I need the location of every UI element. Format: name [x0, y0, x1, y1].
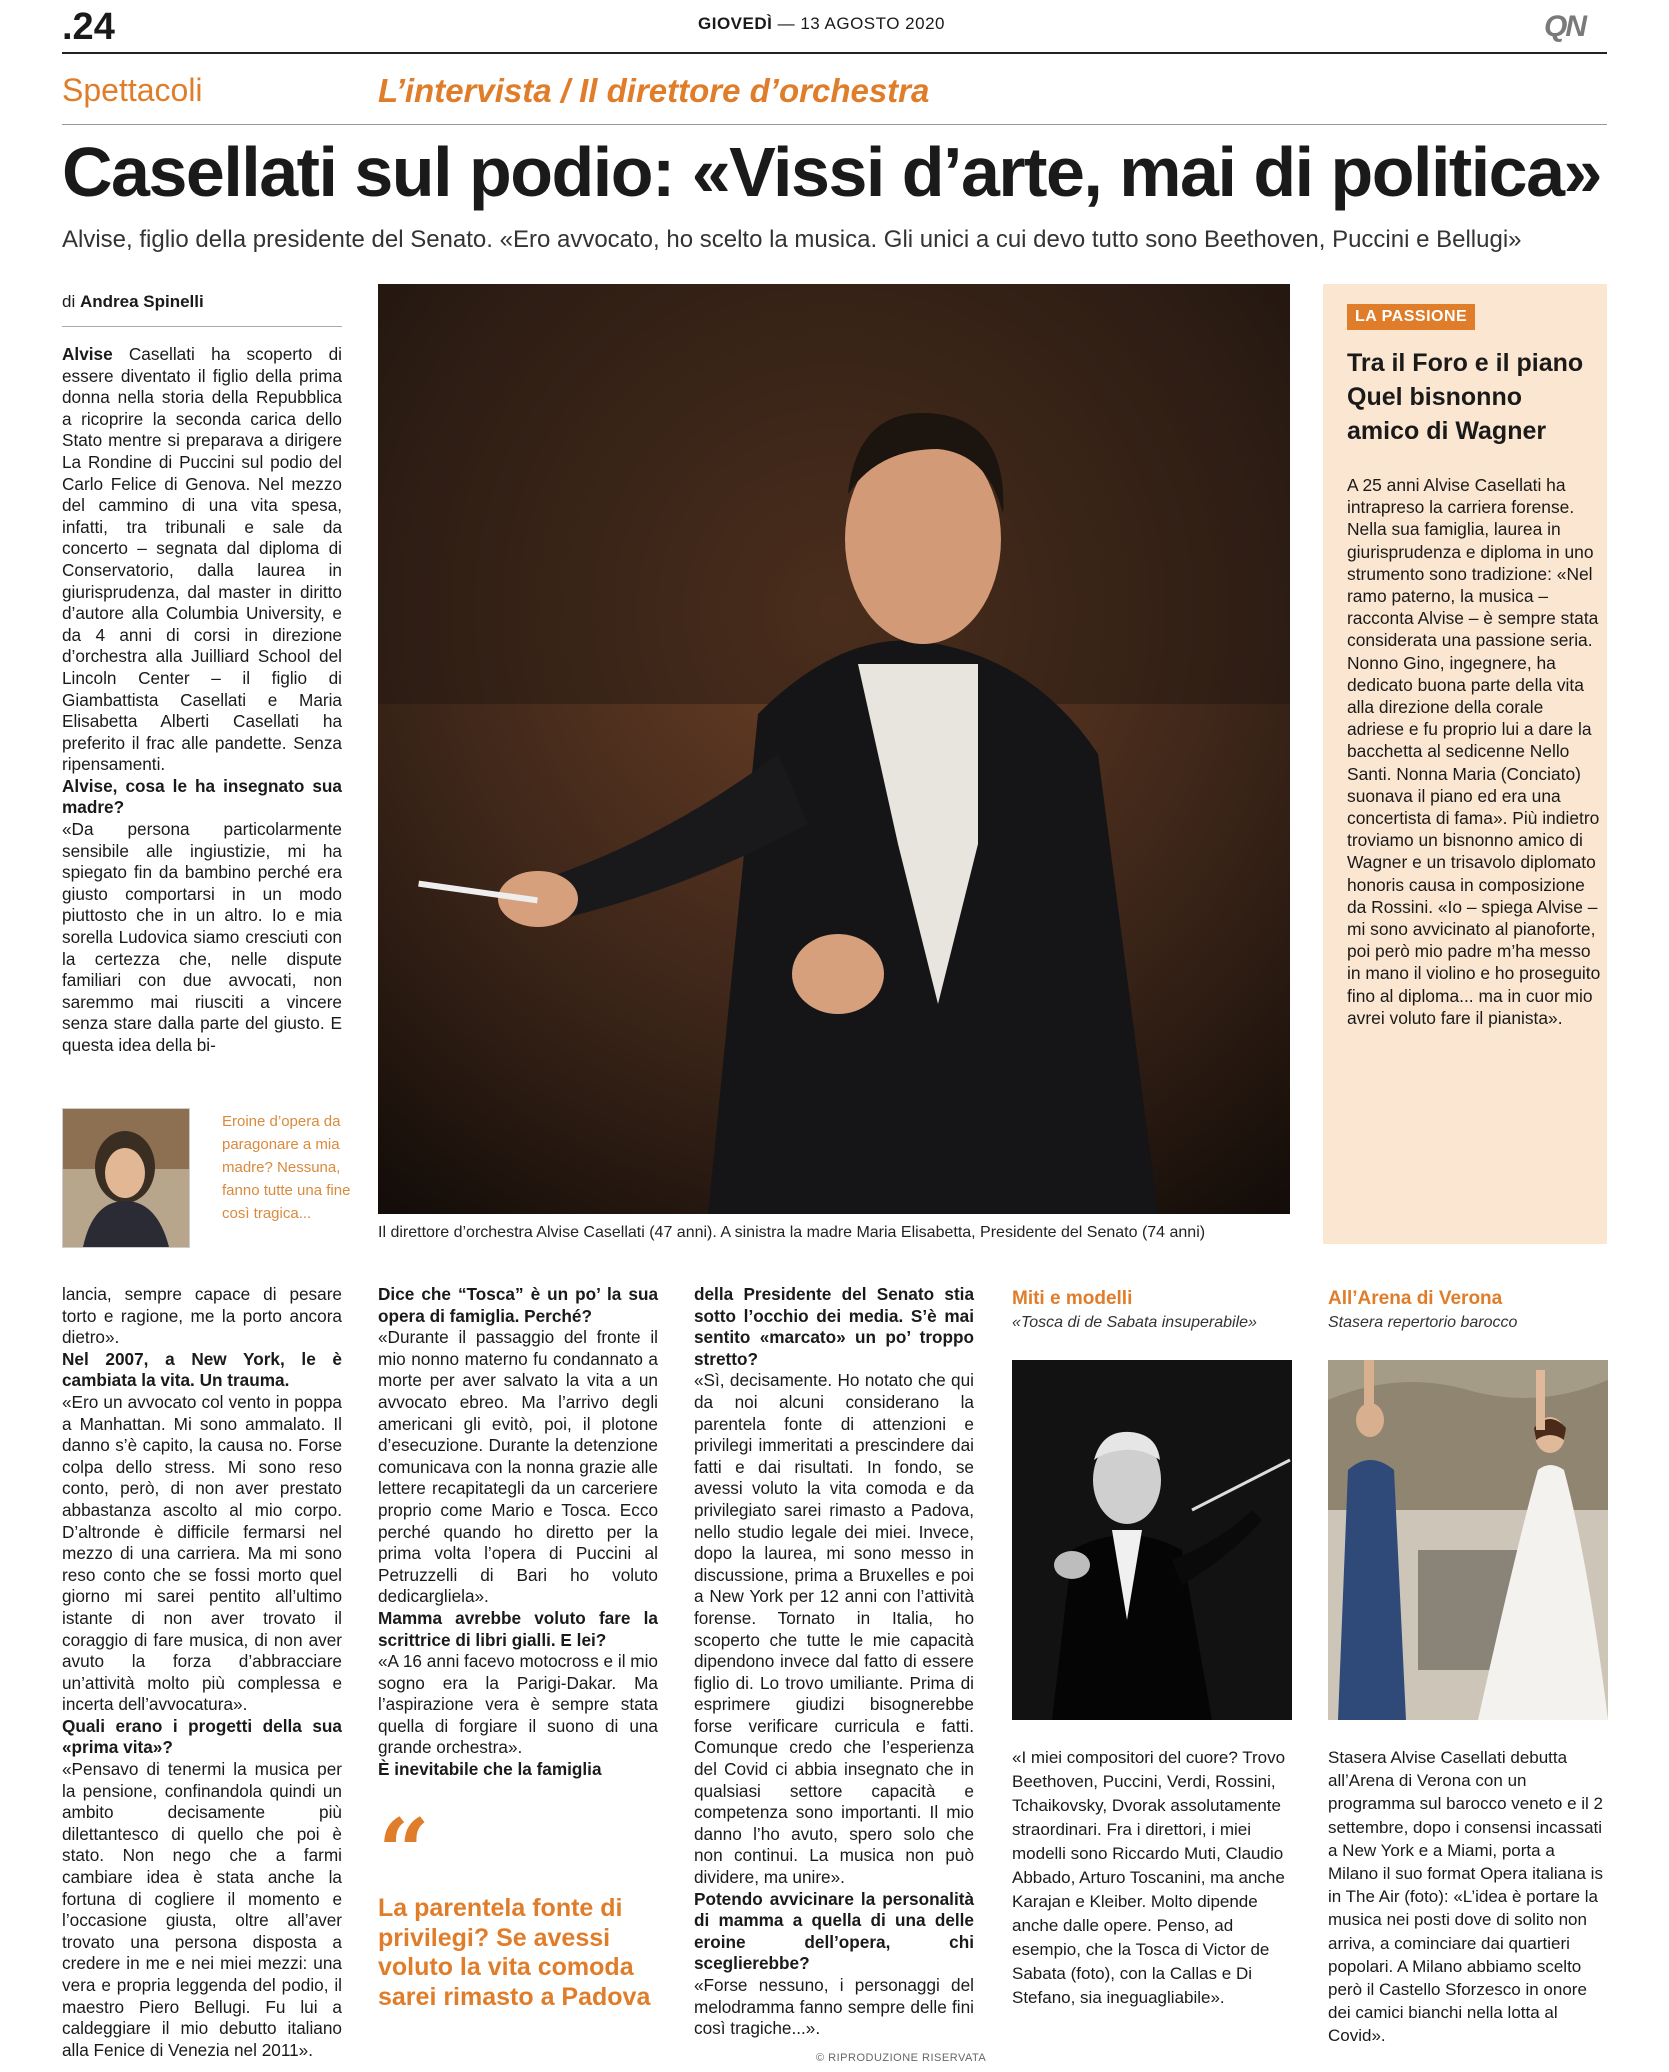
interview-question: Potendo avvicinare la personalità di mamma a quella di una delle eroine dell’opera, chi sceglierebbe? — [694, 1888, 974, 1974]
page-number: .24 — [62, 6, 115, 48]
lead-word: Alvise — [62, 344, 113, 364]
miti-text: «I miei compositori del cuore? Trovo Beethoven, Puccini, Verdi, Rossini, Tchaikovsky, Dvorak assolutamente straordinari. Fra i direttori, i miei modelli sono Riccardo Muti, Claudio Abbado, Arturo Toscanini, ma anche Karajan e Kleiber. Molto dipende anche dalle opere. Penso, ad esempio, che la Tosca di Victor de Sabata (foto), con la Callas e Di Stefano, sia ineguagliabile». — [1012, 1748, 1286, 2007]
byline — [62, 292, 204, 312]
interview-question: Alvise, cosa le ha insegnato sua madre? — [62, 775, 342, 818]
interview-question: È inevitabile che la famiglia — [378, 1759, 602, 1780]
byline-author: Andrea Spinelli — [79, 292, 204, 311]
kicker-rule — [62, 124, 1607, 125]
interview-answer: «Durante il passaggio del fronte il mio nonno materno fu condannato a morte per aver salvato la vita a un avvocato ebreo. Ma l’arrivo degli americani gli evitò, poi, il plotone d’esecuzione. Durante la detenzione comunicava con la nonna grazie alle lettere recapitategli da un carceriere proprio come Mario e Tosca. Ecco perché quando ho diretto per la prima volta l’opera di Puccini al Petruzzelli di Bari ho voluto dedicargliela». — [378, 1327, 658, 1607]
headline: Casellati sul podio: «Vissi d’arte, mai di politica» — [62, 133, 1601, 211]
sidebar-title: Tra il Foro e il piano Quel bisnonno amico di Wagner — [1347, 349, 1584, 445]
byline-prefix: di — [62, 292, 76, 311]
section-label: Spettacoli — [62, 72, 203, 108]
copyright-footer: © RIPRODUZIONE RISERVATA — [816, 2052, 987, 2064]
interview-question: Nel 2007, a New York, le è cambiata la vita. Un trauma. — [62, 1348, 342, 1391]
arena-photo — [1328, 1360, 1608, 1720]
article-column-3 — [694, 1284, 974, 2040]
miti-subtitle: «Tosca di de Sabata insuperabile» — [1012, 1314, 1257, 1331]
main-photo-caption: Il direttore d’orchestra Alvise Casellati (47 anni). A sinistra la madre Maria Elisabetta, Presidente del Senato (74 anni) — [378, 1224, 1206, 1241]
arena-title: All’Arena di Verona — [1328, 1288, 1503, 1309]
interview-question: Mamma avrebbe voluto fare la scrittrice di libri gialli. E lei? — [378, 1607, 658, 1650]
interview-answer: lancia, sempre capace di pesare torto e ragione, me la porto ancora dietro». — [62, 1284, 342, 1348]
interview-answer: «A 16 anni facevo motocross e il mio sogno era la Parigi-Dakar. Ma l’aspirazione vera è sempre stata quella di forgiare il suono di una grande orchestra». — [378, 1651, 658, 1758]
kicker: L’intervista / Il direttore d’orchestra — [378, 72, 930, 109]
inset-photo-mother — [62, 1108, 190, 1248]
issue-day: GIOVEDÌ — [698, 14, 773, 33]
article-column-1 — [62, 344, 342, 1057]
interview-question: Quali erano i progetti della sua «prima vita»? — [62, 1715, 342, 1758]
article-column-2 — [378, 1284, 658, 1781]
sidebar-text: A 25 anni Alvise Casellati ha intrapreso la carriera forense. Nella sua famiglia, laurea in giurisprudenza e diploma in uno strumento sono tradizione: «Nel ramo paterno, la musica – racconta Alvise – è sempre stata considerata una passione seria. Nonno Gino, ingegnere, ha dedicato buona parte della vita alla direzione della corale adriese e fu proprio lui a dare la bacchetta al sedicenne Nello Santi. Nonna Maria (Conciato) suonava il piano ed era una concertista di fama». Più indietro troviamo un bisnonno amico di Wagner e un trisavolo diplomato honoris causa in composizione da Rossini. «Io – spiega Alvise – mi sono avvicinato al pianoforte, poi però mio padre m’ha messo in mano il violino e ho proseguito fino al diploma... ma in cuor mio avrei voluto fare il pianista». — [1347, 475, 1601, 1028]
miti-title: Miti e modelli — [1012, 1288, 1133, 1309]
arena-subtitle: Stasera repertorio barocco — [1328, 1314, 1518, 1331]
subheadline: Alvise, figlio della presidente del Senato. «Ero avvocato, ho scelto la musica. Gli unici a cui devo tutto sono Beethoven, Puccini e Bellugi» — [62, 226, 1522, 253]
interview-answer: «Sì, decisamente. Ho notato che qui da noi alcuni considerano la parentela fonte di attenzioni e privilegi immeritati a prescindere dai fatti e dai risultati. In fondo, se avessi voluto la vita comoda e da privilegiato sarei rimasto a Padova, nello studio legale dei miei. Invece, dopo la laurea, mi sono messo in discussione, prima a Bruxelles e poi a New York per 12 anni con l’attività forense. Tornato in Italia, ho scoperto che tutte le mie capacità dipendono invece dal fatto di essere figlio di. Lo trovo umiliante. Prima di esprimere giudizi bisognerebbe forse verificare curricula e fatti. Comunque credo che l’esperienza del Covid ci abbia insegnato che in qualsiasi settore capacità e competenza sono importanti. Il mio danno l’ho avuto, spero solo che non continui. La musica non può dividere, ma unire». — [694, 1370, 974, 1888]
pull-quote-mark: “ — [378, 1799, 430, 1905]
main-photo-conductor — [378, 284, 1290, 1214]
newspaper-logo: QN — [1544, 10, 1585, 43]
sidebar-tag: LA PASSIONE — [1347, 304, 1475, 330]
interview-answer: «Forse nessuno, i personaggi del melodramma fanno sempre delle fini così tragiche...». — [694, 1975, 974, 2039]
article-column-1b — [62, 1284, 342, 2061]
interview-question: della Presidente del Senato stia sotto l’occhio dei media. S’è mai sentito «marcato» un po’ troppo stretto? — [694, 1284, 974, 1369]
article-paragraph — [62, 344, 342, 776]
header-rule — [62, 52, 1607, 54]
issue-date — [698, 14, 945, 34]
byline-rule — [62, 326, 342, 327]
interview-answer: «Da persona particolarmente sensibile alle ingiustizie, mi ha spiegato fin da bambino perché era giusto comportarsi in un modo piuttosto che in un altro. Io e mia sorella Ludovica siamo cresciuti con la certezza che, nelle dispute familiari con due avvocati, non saremmo mai riusciti a vincere senza stare dalla parte del giusto. E questa idea della bi- — [62, 819, 342, 1055]
pull-quote: La parentela fonte di privilegi? Se avessi voluto la vita comoda sarei rimasto a Padova — [378, 1894, 651, 2011]
miti-photo-de-sabata — [1012, 1360, 1292, 1720]
arena-text: Stasera Alvise Casellati debutta all’Arena di Verona con un programma sul barocco veneto e il 2 settembre, dopo i consensi incassati a New York e a Miami, porta a Milano il suo format Opera italiana is in The Air (foto): «L’idea è portare la musica nei posti dove di solito non arriva, a cominciare dai quartieri popolari. A Milano abbiamo scelto però il Castello Sforzesco in onore dei camici bianchi nella lotta al Covid». — [1328, 1748, 1603, 2046]
issue-date-text: — 13 AGOSTO 2020 — [777, 14, 945, 33]
interview-question: Dice che “Tosca” è un po’ la sua opera di famiglia. Perché? — [378, 1284, 658, 1326]
interview-answer: «Pensavo di tenermi la musica per la pensione, confinandola quindi un ambito decisamente più dilettantesco di quello che poi è stato. Non nego che a farmi cambiare idea è stata anche la fortuna di cogliere il momento e l’occasione giusta, oltre all’aver trovato una persona disposta a credere in me e nei miei mezzi: una vera e propria leggenda del podio, il maestro Piero Bellugi. Fu lui a caldeggiare il mio debutto italiano alla Fenice di Venezia nel 2011». — [62, 1759, 342, 2060]
interview-answer: «Ero un avvocato col vento in poppa a Manhattan. Mi sono ammalato. Il danno s’è capito, la causa no. Forse colpa dello stress. Mi sono reso conto, però, di non aver prestato abbastanza ascolto al mio corpo. D’altronde è difficile fermarsi nel mezzo di una carriera. Ma mi sono reso conto che se fossi morto quel giorno mi sarei pentito all’ultimo istante di non aver trovato il coraggio di fare musica, di non aver avuto la forza d’abbracciare un’attività molto più complessa e incerta dell’avvocatura». — [62, 1391, 342, 1715]
paragraph-text: Casellati ha scoperto di essere diventato il figlio della prima donna nella storia della Repubblica a ricoprire la seconda carica dello Stato mentre si preparava a dirigere La Rondine di Puccini sul podio del Carlo Felice di Genova. Nel mezzo del cammino di una vita spesa, infatti, tra tribunali e sale da concerto – segnata dal diploma di Conservatorio, dalla laurea in giurisprudenza, dal master in diritto d’autore alla Columbia University, e da 4 anni di corsi in direzione d’orchestra alla Juilliard School del Lincoln Center – il figlio di Giambattista Casellati e Maria Elisabetta Alberti Casellati ha preferito il frac alle pandette. Senza ripensamenti. — [62, 344, 342, 775]
inset-caption: Eroine d’opera da paragonare a mia madre? Nessuna, fanno tutte una fine così tragica... — [222, 1113, 351, 1222]
